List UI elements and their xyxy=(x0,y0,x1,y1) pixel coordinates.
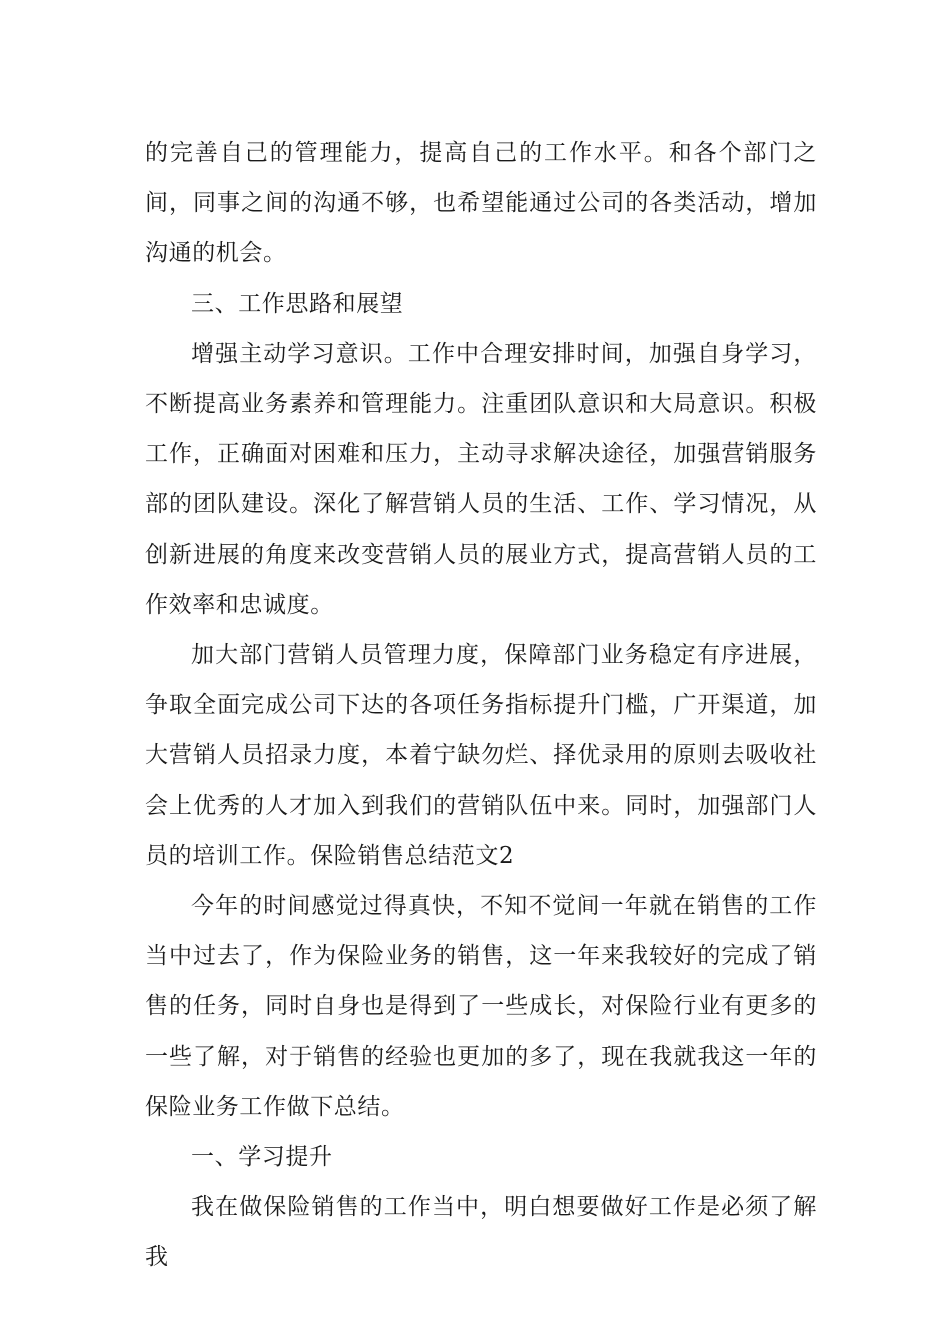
document-body xyxy=(145,128,817,1283)
paragraph-continuation: 的完善自己的管理能力，提高自己的工作水平。和各个部门之间，同事之间的沟通不够，也希望能通过公司的各类活动，增加沟通的机会。 xyxy=(145,140,817,267)
section-heading-work-ideas: 三、工作思路和展望 xyxy=(191,290,404,317)
paragraph-learning-start: 我在做保险销售的工作当中，明白想要做好工作是必须了解我 xyxy=(145,1194,817,1271)
paragraph-year-summary: 今年的时间感觉过得真快，不知不觉间一年就在销售的工作当中过去了，作为保险业务的销售，这一年来我较好的完成了销售的任务，同时自身也是得到了一些成长，对保险行业有更多的一些了解，对于销售的经验也更加的多了，现在我就我这一年的保险业务工作做下总结。 xyxy=(145,893,817,1120)
paragraph-management-effort: 加大部门营销人员管理力度，保障部门业务稳定有序进展，争取全面完成公司下达的各项任务指标提升门槛，广开渠道，加大营销人员招录力度，本着宁缺勿烂、择优录用的原则去吸收社会上优秀的人才加入到我们的营销队伍中来。同时，加强部门人员的培训工作。保险销售总结范文2 xyxy=(145,642,817,869)
paragraph-learning-awareness: 增强主动学习意识。工作中合理安排时间，加强自身学习，不断提高业务素养和管理能力。注重团队意识和大局意识。积极工作，正确面对困难和压力，主动寻求解决途径，加强营销服务部的团队建设。深化了解营销人员的生活、工作、学习情况，从创新进展的角度来改变营销人员的展业方式，提高营销人员的工作效率和忠诚度。 xyxy=(145,340,817,618)
section-heading-learning: 一、学习提升 xyxy=(191,1144,333,1171)
